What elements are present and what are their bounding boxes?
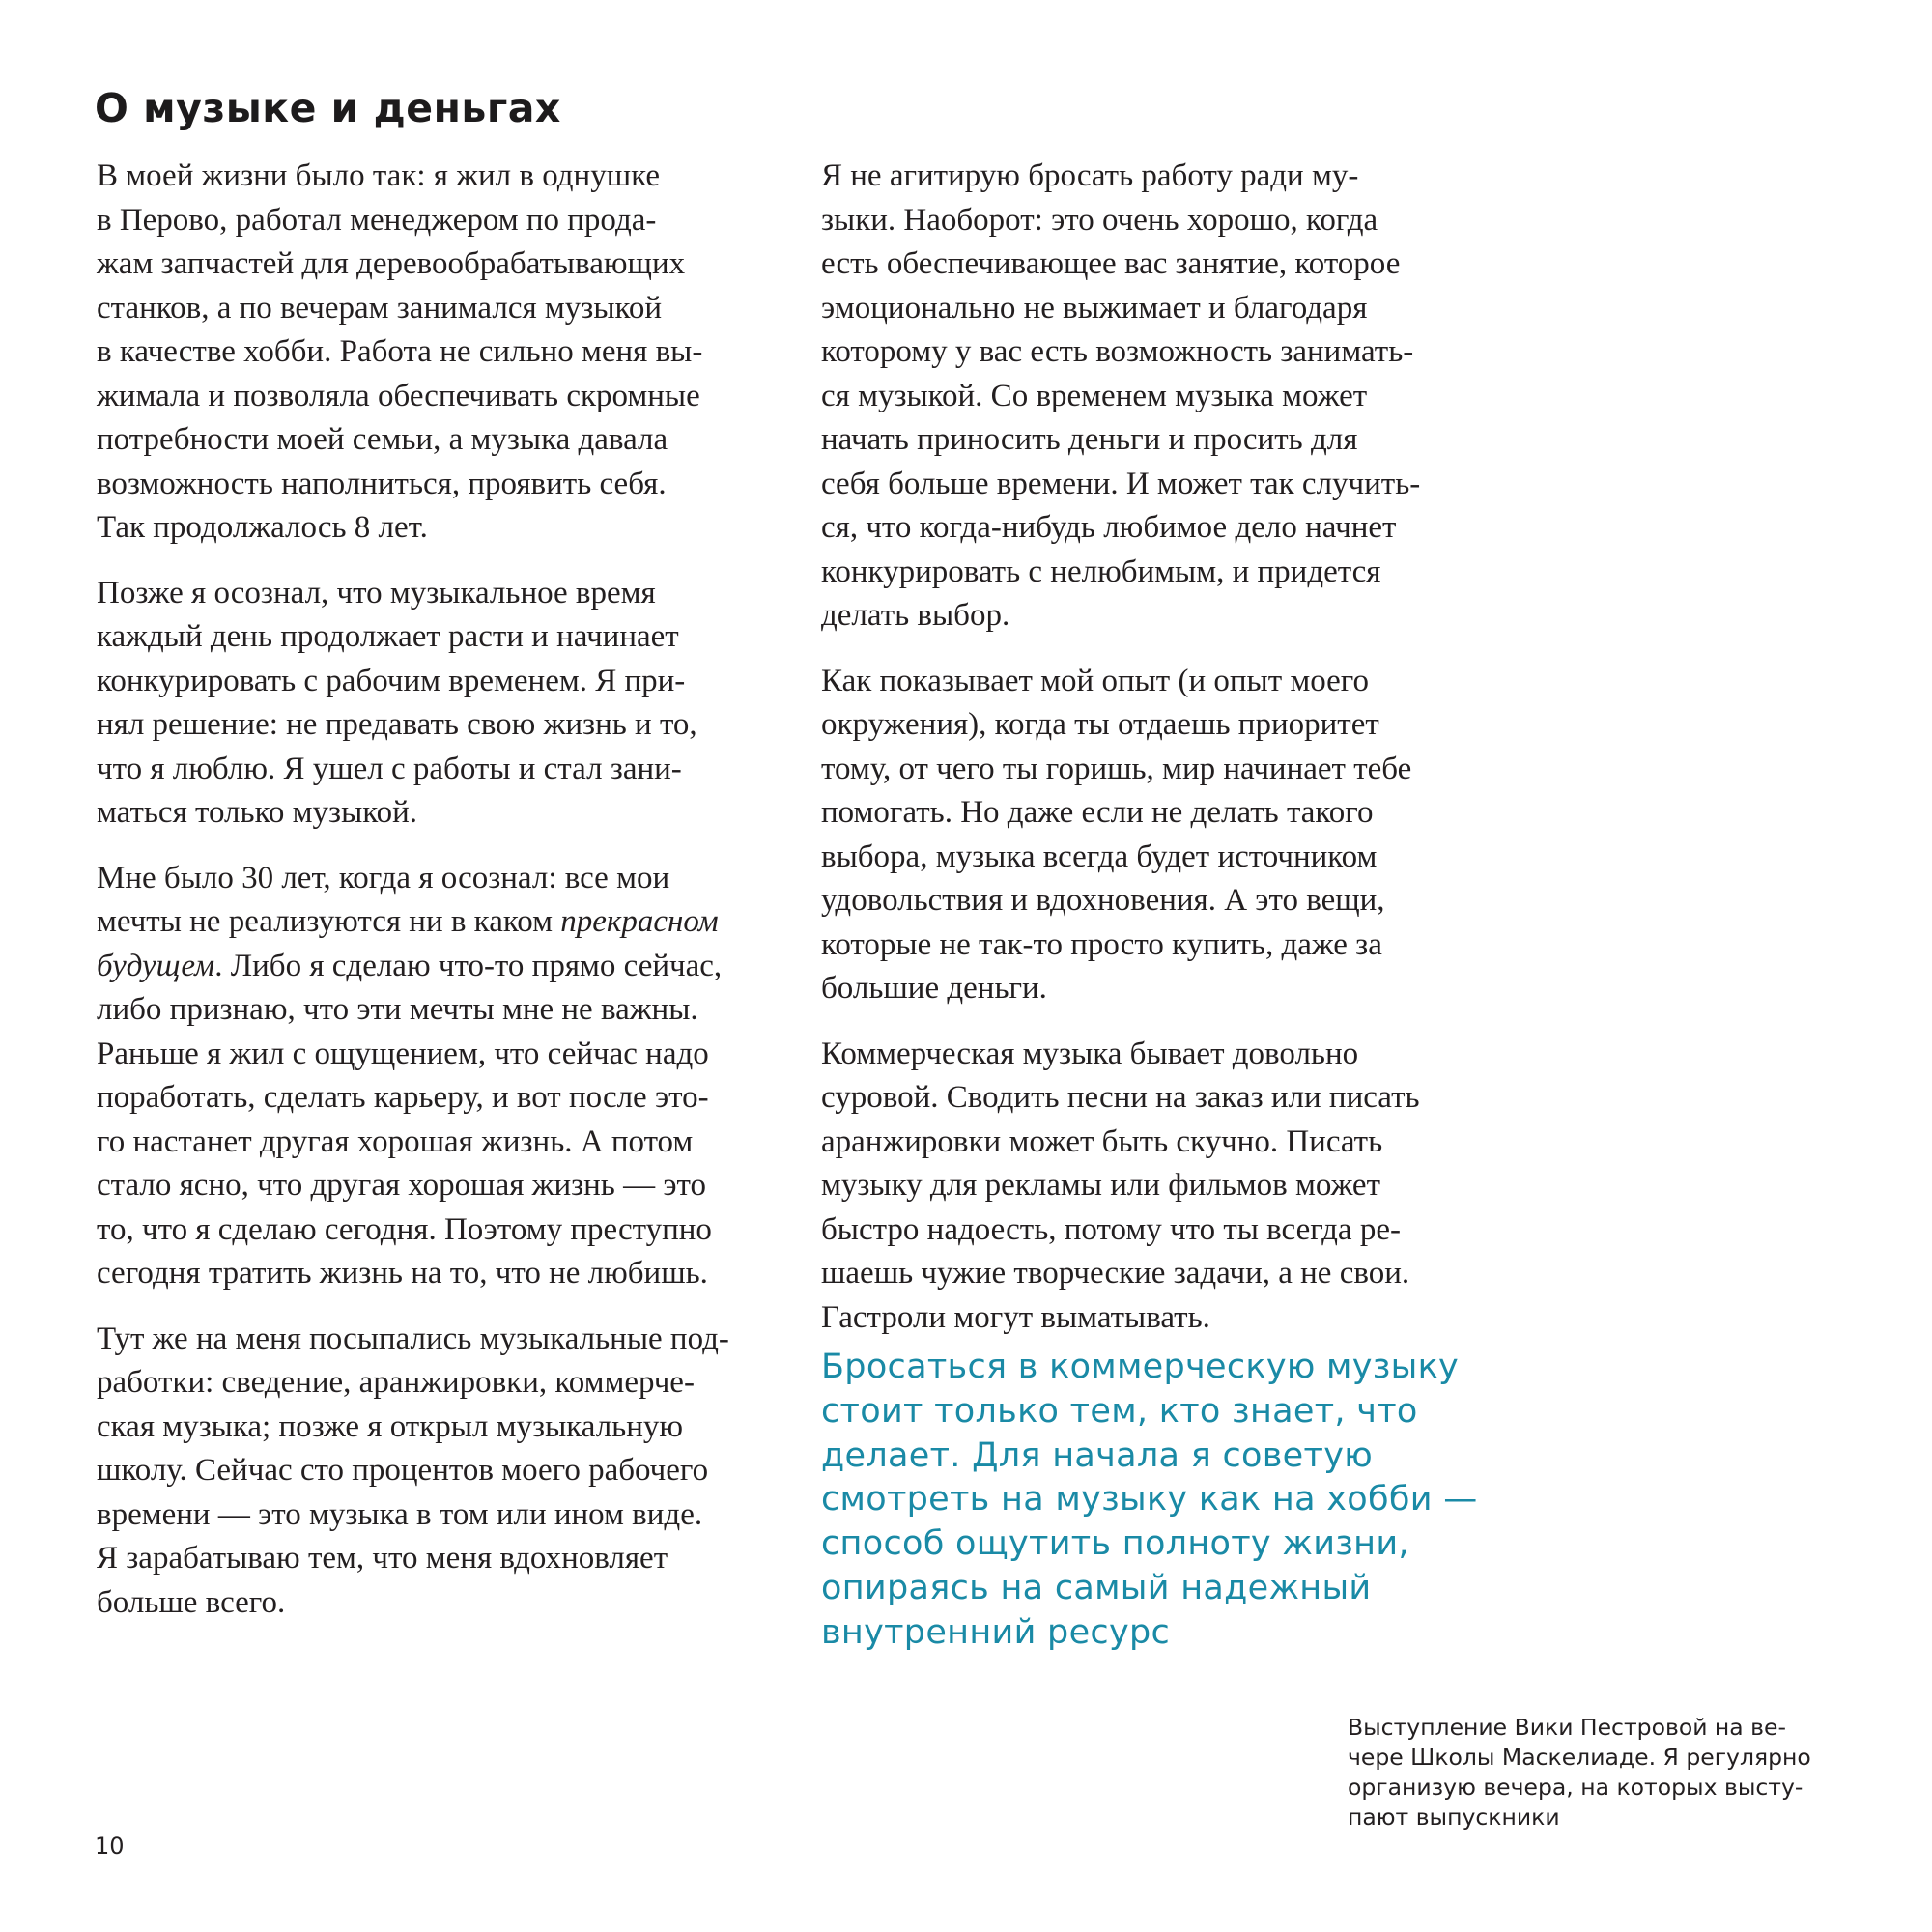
text-line: большие деньги. bbox=[821, 971, 1047, 1006]
text-line: себя больше времени. И может так случить- bbox=[821, 466, 1421, 501]
text-line: тому, от чего ты горишь, мир начинает тебе bbox=[821, 751, 1412, 786]
pull-quote bbox=[821, 1346, 1517, 1656]
text-line: начать приносить деньги и просить для bbox=[821, 422, 1358, 457]
text-line: музыку для рекламы или фильмов может bbox=[821, 1168, 1380, 1203]
paragraph-3 bbox=[97, 857, 802, 1296]
text-line: есть обеспечивающее вас занятие, которое bbox=[821, 246, 1401, 281]
text-line: жам запчастей для деревообрабатывающих bbox=[97, 246, 686, 281]
text-line: суровой. Сводить песни на заказ или писать bbox=[821, 1080, 1420, 1115]
text-line: станков, а по вечерам занимался музыкой bbox=[97, 290, 663, 326]
text-line: работки: сведение, аранжировки, коммерче- bbox=[97, 1365, 695, 1400]
text-line: сегодня тратить жизнь на то, что не любишь. bbox=[97, 1256, 708, 1291]
text-line: Гастроли могут выматывать. bbox=[821, 1299, 1210, 1335]
text-line: делать выбор. bbox=[821, 598, 1010, 633]
italic-emphasis: будущем bbox=[97, 948, 215, 983]
text-line: Коммерческая музыка бывает довольно bbox=[821, 1036, 1359, 1071]
paragraph-5 bbox=[821, 155, 1526, 639]
text-line: Позже я осознал, что музыкальное время bbox=[97, 575, 656, 611]
paragraph-7 bbox=[821, 1033, 1526, 1341]
text-line: конкурировать с нелюбимым, и придется bbox=[821, 554, 1381, 589]
text-line: каждый день продолжает расти и начинает bbox=[97, 619, 679, 654]
text-line: В моей жизни было так: я жил в однушке bbox=[97, 158, 660, 193]
caption-line: чере Школы Маскелиаде. Я регулярно bbox=[1348, 1744, 1811, 1771]
text-line: быстро надоесть, потому что ты всегда ре- bbox=[821, 1211, 1401, 1247]
caption-line: Выступление Вики Пестровой на ве- bbox=[1348, 1714, 1786, 1741]
paragraph-2 bbox=[97, 572, 802, 836]
text-line: либо признаю, что эти мечты мне не важны. bbox=[97, 992, 698, 1027]
text-line: шаешь чужие творческие задачи, а не свои. bbox=[821, 1256, 1410, 1291]
quote-line: Бросаться в коммерческую музыку bbox=[821, 1348, 1460, 1386]
text-line: возможность наполниться, проявить себя. bbox=[97, 466, 667, 501]
paragraph-6 bbox=[821, 660, 1526, 1011]
text-line: Я зарабатываю тем, что меня вдохновляет bbox=[97, 1541, 668, 1576]
text-line: ся музыкой. Со временем музыка может bbox=[821, 378, 1368, 413]
text-line: поработать, сделать карьеру, и вот после это- bbox=[97, 1080, 709, 1115]
page-number: 10 bbox=[95, 1833, 125, 1860]
text-line: окружения), когда ты отдаешь приоритет bbox=[821, 707, 1379, 742]
quote-line: стоит только тем, кто знает, что bbox=[821, 1391, 1418, 1431]
quote-line: опираясь на самый надежный bbox=[821, 1568, 1372, 1607]
text-line: стало ясно, что другая хорошая жизнь — это bbox=[97, 1168, 706, 1203]
caption-line: организую вечера, на которых высту- bbox=[1348, 1774, 1804, 1801]
right-column bbox=[821, 155, 1526, 1361]
page-title: О музыке и деньгах bbox=[95, 85, 561, 131]
text-line: эмоционально не выжимает и благодаря bbox=[821, 290, 1368, 326]
text-line: Тут же на меня посыпались музыкальные под- bbox=[97, 1321, 729, 1356]
text-line: Так продолжалось 8 лет. bbox=[97, 510, 428, 545]
text-line: ся, что когда-нибудь любимое дело начнет bbox=[821, 510, 1397, 545]
text-line: что я люблю. Я ушел с работы и стал зани- bbox=[97, 751, 682, 786]
quote-line: внутренний ресурс bbox=[821, 1612, 1171, 1652]
text-line: больше всего. bbox=[97, 1584, 286, 1620]
paragraph-1 bbox=[97, 155, 802, 551]
text-line: конкурировать с рабочим временем. Я при- bbox=[97, 663, 686, 698]
text-line: помогать. Но даже если не делать такого bbox=[821, 795, 1374, 830]
text-line: которые не так-то просто купить, даже за bbox=[821, 926, 1382, 962]
text-line: Раньше я жил с ощущением, что сейчас надо bbox=[97, 1036, 709, 1071]
text-line: потребности моей семьи, а музыка давала bbox=[97, 422, 668, 457]
text-fragment: . Либо я сделаю что-то прямо сейчас, bbox=[214, 948, 723, 983]
text-line: зыки. Наоборот: это очень хорошо, когда bbox=[821, 202, 1378, 238]
text-line bbox=[97, 945, 802, 989]
text-line: го настанет другая хорошая жизнь. А потом bbox=[97, 1123, 694, 1159]
text-line: маться только музыкой. bbox=[97, 795, 418, 830]
text-line: жимала и позволяла обеспечивать скромные bbox=[97, 378, 700, 413]
text-line: удовольствия и вдохновения. А это вещи, bbox=[821, 883, 1385, 918]
text-line: ская музыка; позже я открыл музыкальную bbox=[97, 1408, 684, 1444]
text-line: в Перово, работал менеджером по прода- bbox=[97, 202, 657, 238]
text-line: аранжировки может быть скучно. Писать bbox=[821, 1123, 1383, 1159]
caption-line: пают выпускники bbox=[1348, 1804, 1560, 1831]
quote-line: делает. Для начала я советую bbox=[821, 1435, 1373, 1475]
text-line: Как показывает мой опыт (и опыт моего bbox=[821, 663, 1370, 698]
paragraph-4 bbox=[97, 1318, 802, 1626]
text-line bbox=[97, 900, 802, 945]
text-line: нял решение: не предавать свою жизнь и то, bbox=[97, 707, 697, 742]
quote-line: смотреть на музыку как на хобби — bbox=[821, 1480, 1478, 1520]
text-fragment: мечты не реализуются ни в каком bbox=[97, 904, 561, 939]
text-line: в качестве хобби. Работа не сильно меня вы- bbox=[97, 334, 703, 369]
text-line: Мне было 30 лет, когда я осознал: все мои bbox=[97, 860, 670, 895]
italic-emphasis: прекрасном bbox=[560, 904, 719, 939]
text-line: выбора, музыка всегда будет источником bbox=[821, 838, 1378, 874]
text-line: школу. Сейчас сто процентов моего рабочего bbox=[97, 1453, 709, 1488]
quote-line: способ ощутить полноту жизни, bbox=[821, 1524, 1409, 1564]
text-line: Я не агитирую бросать работу ради му- bbox=[821, 158, 1359, 193]
text-line: которому у вас есть возможность занимать- bbox=[821, 334, 1414, 369]
photo-caption bbox=[1348, 1713, 1869, 1833]
text-line: времени — это музыка в том или ином виде. bbox=[97, 1496, 703, 1532]
left-column bbox=[97, 155, 802, 1646]
text-line: то, что я сделаю сегодня. Поэтому преступно bbox=[97, 1211, 712, 1247]
